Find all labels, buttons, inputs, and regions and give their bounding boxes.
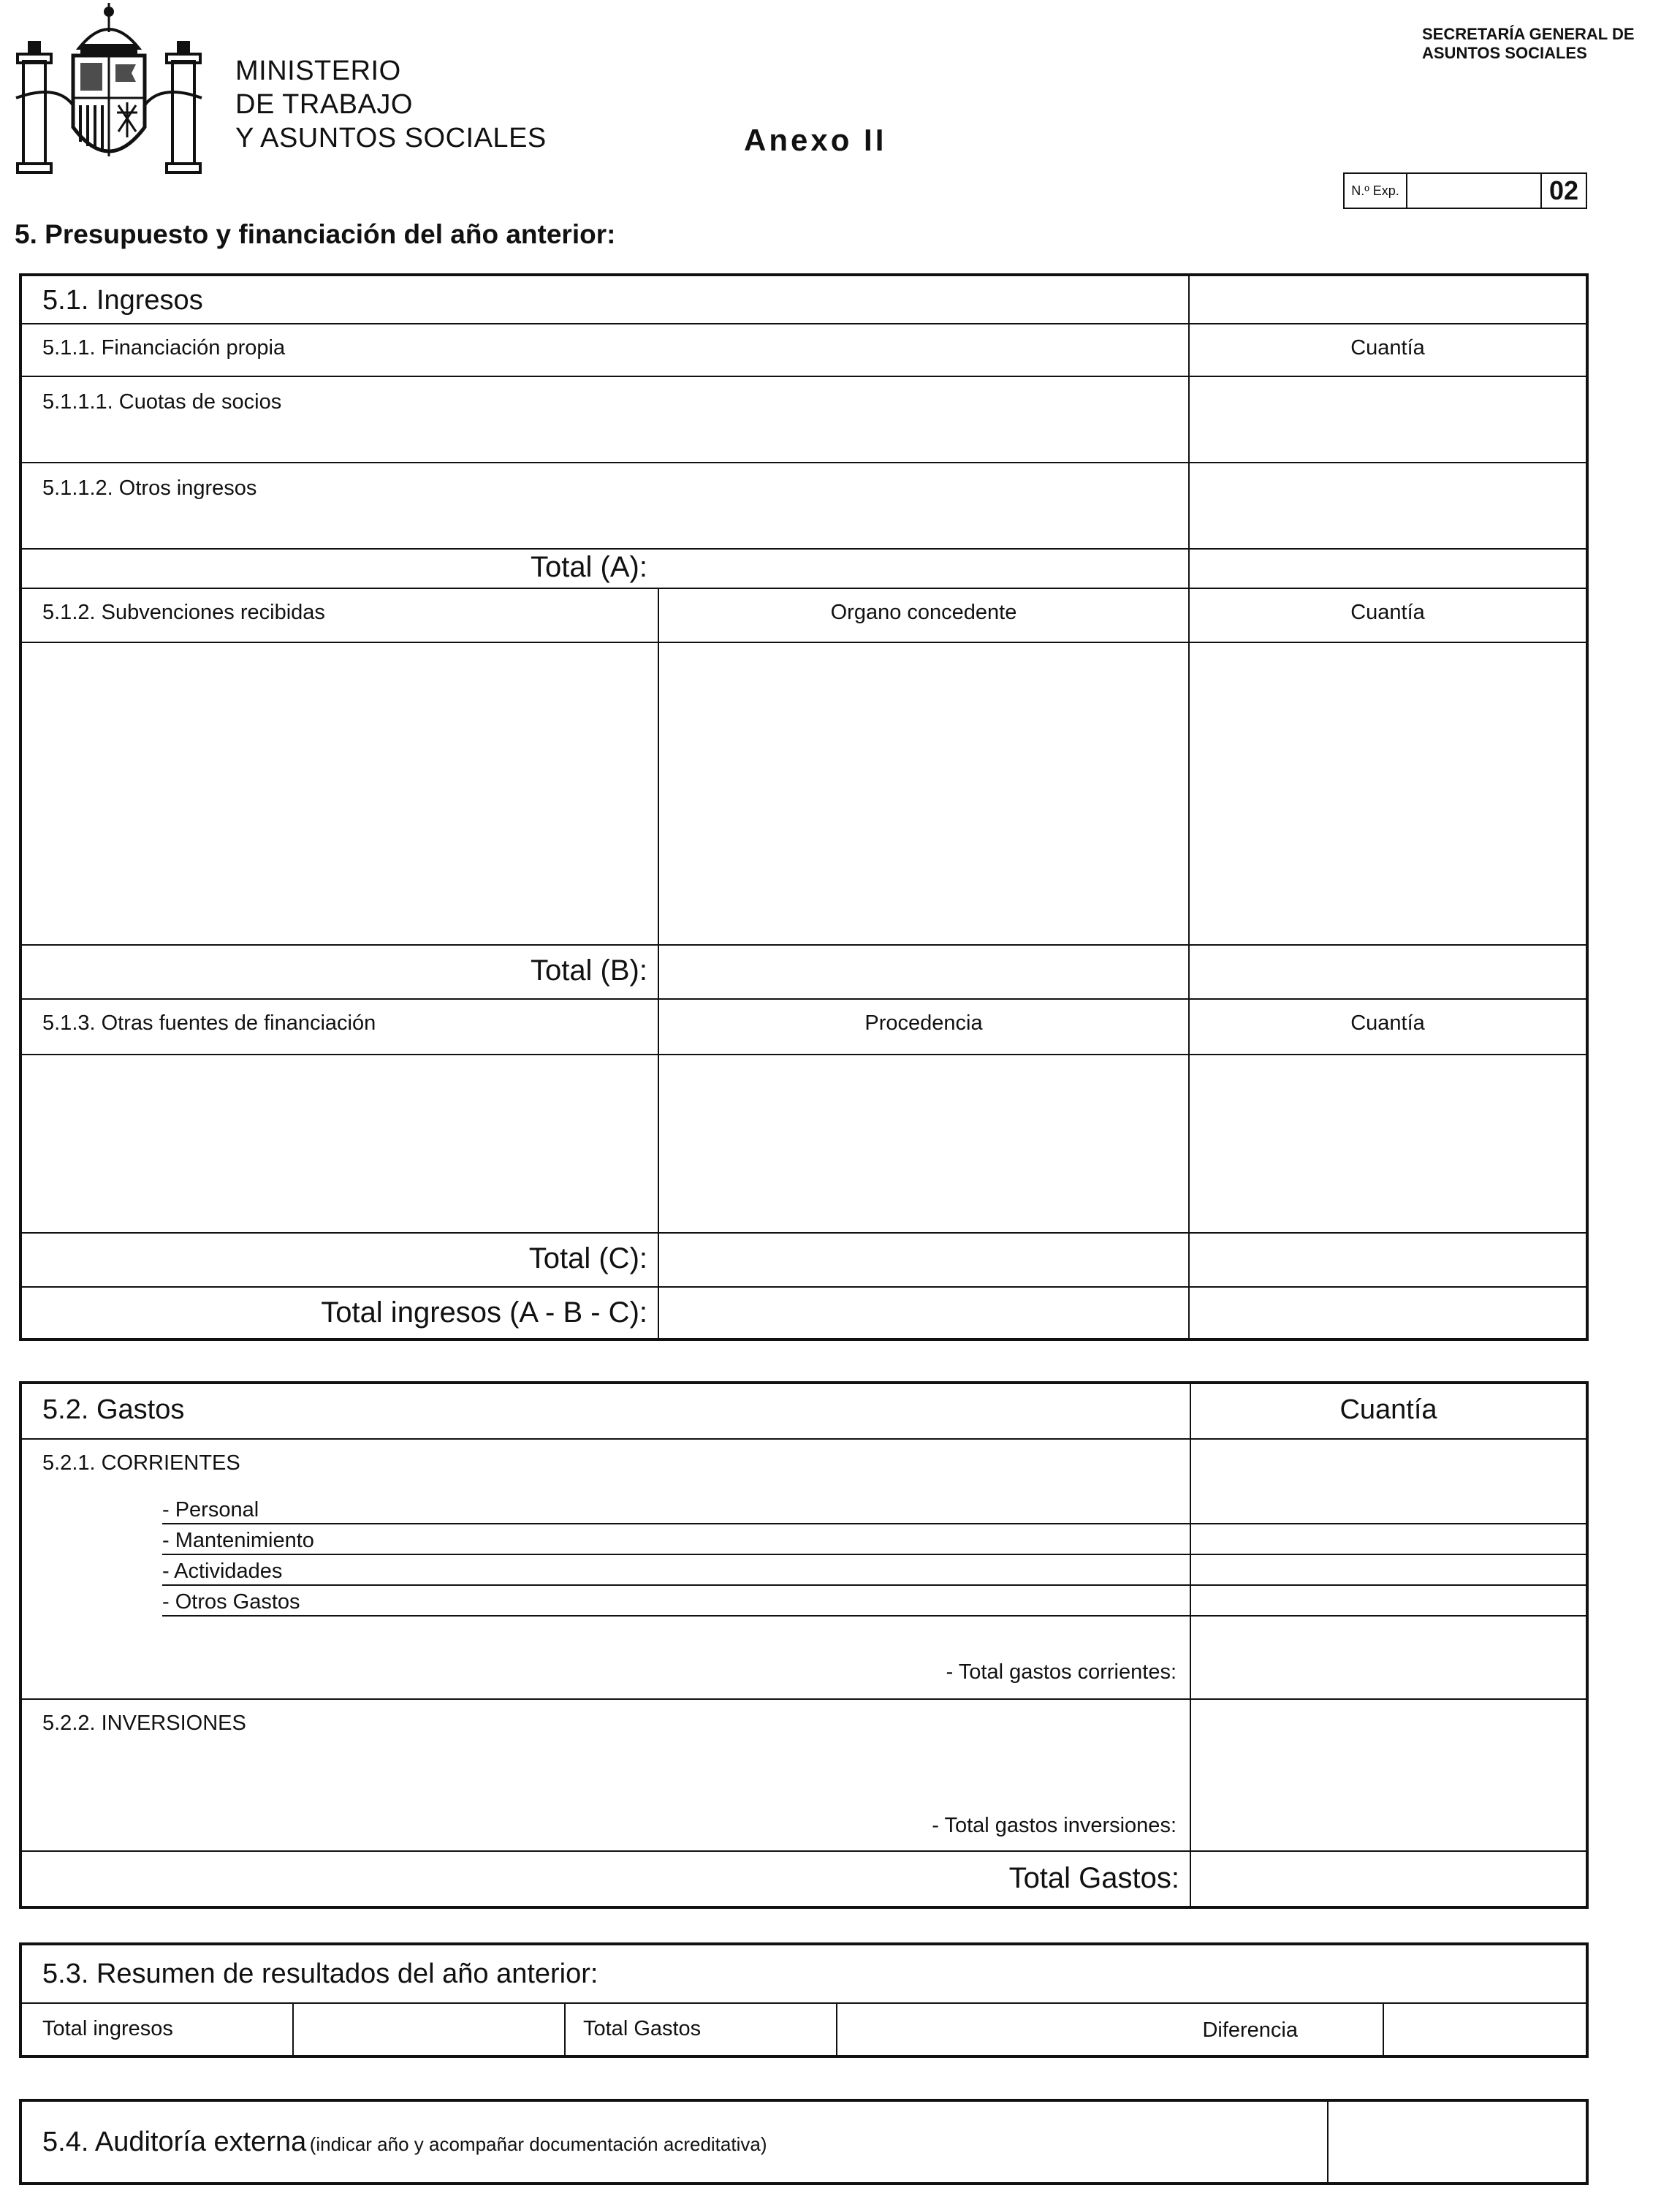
procedencia-field[interactable] — [658, 1055, 1188, 1232]
total-gastos-field[interactable] — [1190, 1852, 1586, 1906]
ministry-line-2: DE TRABAJO — [235, 89, 413, 120]
resumen-diferencia-label: Diferencia — [1202, 2018, 1298, 2042]
resumen-table — [19, 1942, 1589, 2058]
cuantia-header: Cuantía — [1350, 336, 1425, 360]
exp-number-field[interactable] — [1407, 174, 1542, 208]
resumen-total-ingresos-label: Total ingresos — [42, 2017, 173, 2040]
total-b-label-cell — [22, 946, 658, 998]
total-corrientes-label: - Total gastos corrientes: — [946, 1660, 1177, 1684]
total-gastos-label-cell — [22, 1852, 1190, 1906]
total-a-label: Total (A): — [530, 551, 647, 583]
total-b-row — [22, 944, 1586, 998]
ministry-name — [235, 54, 547, 155]
otras-fuentes-cuantia-field[interactable] — [1188, 1055, 1586, 1232]
gastos-table — [19, 1381, 1589, 1909]
gastos-cuantia-header: Cuantía — [1339, 1394, 1437, 1425]
organo-header-cell — [658, 589, 1188, 642]
auditoria-table — [19, 2099, 1589, 2185]
otros-ingresos-label: 5.1.1.2. Otros ingresos — [42, 476, 257, 500]
ingresos-title: 5.1. Ingresos — [42, 285, 203, 316]
gasto-item-otros: - Otros Gastos — [162, 1590, 300, 1614]
cuantia-header-cell — [1188, 324, 1586, 376]
total-c-row — [22, 1232, 1586, 1286]
cuotas-socios-cuantia-field[interactable] — [1188, 377, 1586, 462]
ministry-line-3: Y ASUNTOS SOCIALES — [235, 123, 547, 153]
auditoria-title: 5.4. Auditoría externa — [42, 2127, 307, 2157]
financiacion-propia-label: 5.1.1. Financiación propia — [42, 336, 286, 360]
subvenciones-body-row — [22, 642, 1586, 944]
financiacion-propia-row — [22, 323, 1586, 376]
resumen-values-row — [22, 2002, 1586, 2055]
anexo-title: Anexo II — [744, 123, 887, 157]
inversiones-label: 5.2.2. INVERSIONES — [42, 1712, 246, 1735]
total-inversiones-label: - Total gastos inversiones: — [932, 1814, 1177, 1837]
personal-line — [162, 1523, 1586, 1524]
otras-fuentes-cuantia-header: Cuantía — [1350, 1011, 1425, 1035]
procedencia-header-cell — [658, 1000, 1188, 1054]
otros-ingresos-cuantia-field[interactable] — [1188, 463, 1586, 548]
gasto-item-mantenimiento: - Mantenimiento — [162, 1529, 314, 1552]
resumen-total-gastos-field[interactable] — [836, 2004, 1383, 2055]
subvenciones-cuantia-field[interactable] — [1188, 643, 1586, 944]
actividades-line — [162, 1584, 1586, 1586]
otras-fuentes-header-row — [22, 998, 1586, 1054]
expediente-box — [1343, 172, 1587, 209]
total-c-procedencia-field[interactable] — [658, 1234, 1188, 1286]
total-a-field[interactable] — [1188, 550, 1586, 588]
total-b-organo-field[interactable] — [658, 946, 1188, 998]
total-b-label: Total (B): — [530, 954, 647, 987]
organo-concedente-field[interactable] — [658, 643, 1188, 944]
otros-ingresos-row — [22, 462, 1586, 548]
total-c-label-cell — [22, 1234, 658, 1286]
gastos-cuantia-header-cell — [1190, 1384, 1586, 1438]
exp-label: N.º Exp. — [1345, 174, 1407, 208]
total-ingresos-field[interactable] — [1188, 1288, 1586, 1338]
total-c-field[interactable] — [1188, 1234, 1586, 1286]
procedencia-header: Procedencia — [864, 1011, 983, 1035]
otras-fuentes-cuantia-header-cell — [1188, 1000, 1586, 1054]
total-gastos-label: Total Gastos: — [1008, 1862, 1179, 1894]
cuotas-socios-label: 5.1.1.1. Cuotas de socios — [42, 390, 282, 414]
resumen-total-gastos-cell — [564, 2004, 836, 2055]
total-ingresos-label: Total ingresos (A - B - C): — [321, 1296, 647, 1329]
ministry-line-1: MINISTERIO — [235, 56, 401, 86]
resumen-title-row — [22, 1945, 1586, 2002]
organo-concedente-header: Organo concedente — [830, 601, 1017, 624]
gastos-title: 5.2. Gastos — [42, 1394, 185, 1425]
auditoria-field[interactable] — [1327, 2102, 1586, 2182]
corrientes-cuantia-column — [1190, 1440, 1586, 1698]
inversiones-block — [22, 1698, 1586, 1850]
otras-fuentes-description-field[interactable] — [22, 1055, 658, 1232]
subvenciones-cuantia-header-cell — [1188, 589, 1586, 642]
auditoria-row — [22, 2102, 1586, 2182]
total-a-row — [22, 548, 1586, 588]
total-ingresos-row — [22, 1286, 1586, 1338]
cuotas-socios-row — [22, 376, 1586, 462]
gastos-title-row — [22, 1384, 1586, 1438]
subvenciones-cuantia-header: Cuantía — [1350, 601, 1425, 624]
auditoria-note: (indicar año y acompañar documentación acreditativa) — [309, 2133, 767, 2155]
secretaria-name — [1422, 25, 1635, 63]
otros-gastos-line — [162, 1615, 1586, 1617]
mantenimiento-line — [162, 1554, 1586, 1555]
corrientes-label: 5.2.1. CORRIENTES — [42, 1451, 240, 1475]
total-a-label-cell — [22, 550, 658, 588]
secretaria-line-2: ASUNTOS SOCIALES — [1422, 44, 1587, 62]
resumen-total-ingresos-field[interactable] — [292, 2004, 564, 2055]
resumen-diferencia-field[interactable] — [1383, 2004, 1586, 2055]
inversiones-cuantia-field[interactable] — [1190, 1700, 1586, 1850]
total-c-label: Total (C): — [528, 1242, 647, 1275]
ingresos-title-row — [22, 276, 1586, 323]
subvenciones-description-field[interactable] — [22, 643, 658, 944]
otras-fuentes-body-row — [22, 1054, 1586, 1232]
exp-code: 02 — [1548, 175, 1579, 205]
subvenciones-header-row — [22, 588, 1586, 642]
total-ingresos-label-cell — [22, 1288, 658, 1338]
auditoria-title-wrap — [42, 2127, 767, 2158]
resumen-total-gastos-label: Total Gastos — [583, 2017, 702, 2040]
gasto-item-actividades: - Actividades — [162, 1560, 283, 1583]
secretaria-line-1: SECRETARÍA GENERAL DE — [1422, 25, 1635, 43]
total-b-field[interactable] — [1188, 946, 1586, 998]
total-gastos-row — [22, 1850, 1586, 1906]
ingresos-table — [19, 273, 1589, 1341]
ingresos-title-value-cell[interactable] — [1188, 276, 1586, 323]
resumen-title: 5.3. Resumen de resultados del año anterior: — [42, 1959, 598, 1989]
gasto-item-personal: - Personal — [162, 1498, 259, 1522]
subvenciones-label: 5.1.2. Subvenciones recibidas — [42, 601, 325, 624]
section-title: 5. Presupuesto y financiación del año anterior: — [15, 219, 616, 249]
total-ingresos-middle-field[interactable] — [658, 1288, 1188, 1338]
spanish-coat-of-arms-icon — [13, 3, 205, 177]
corrientes-block — [22, 1438, 1586, 1698]
otras-fuentes-label: 5.1.3. Otras fuentes de financiación — [42, 1011, 376, 1035]
